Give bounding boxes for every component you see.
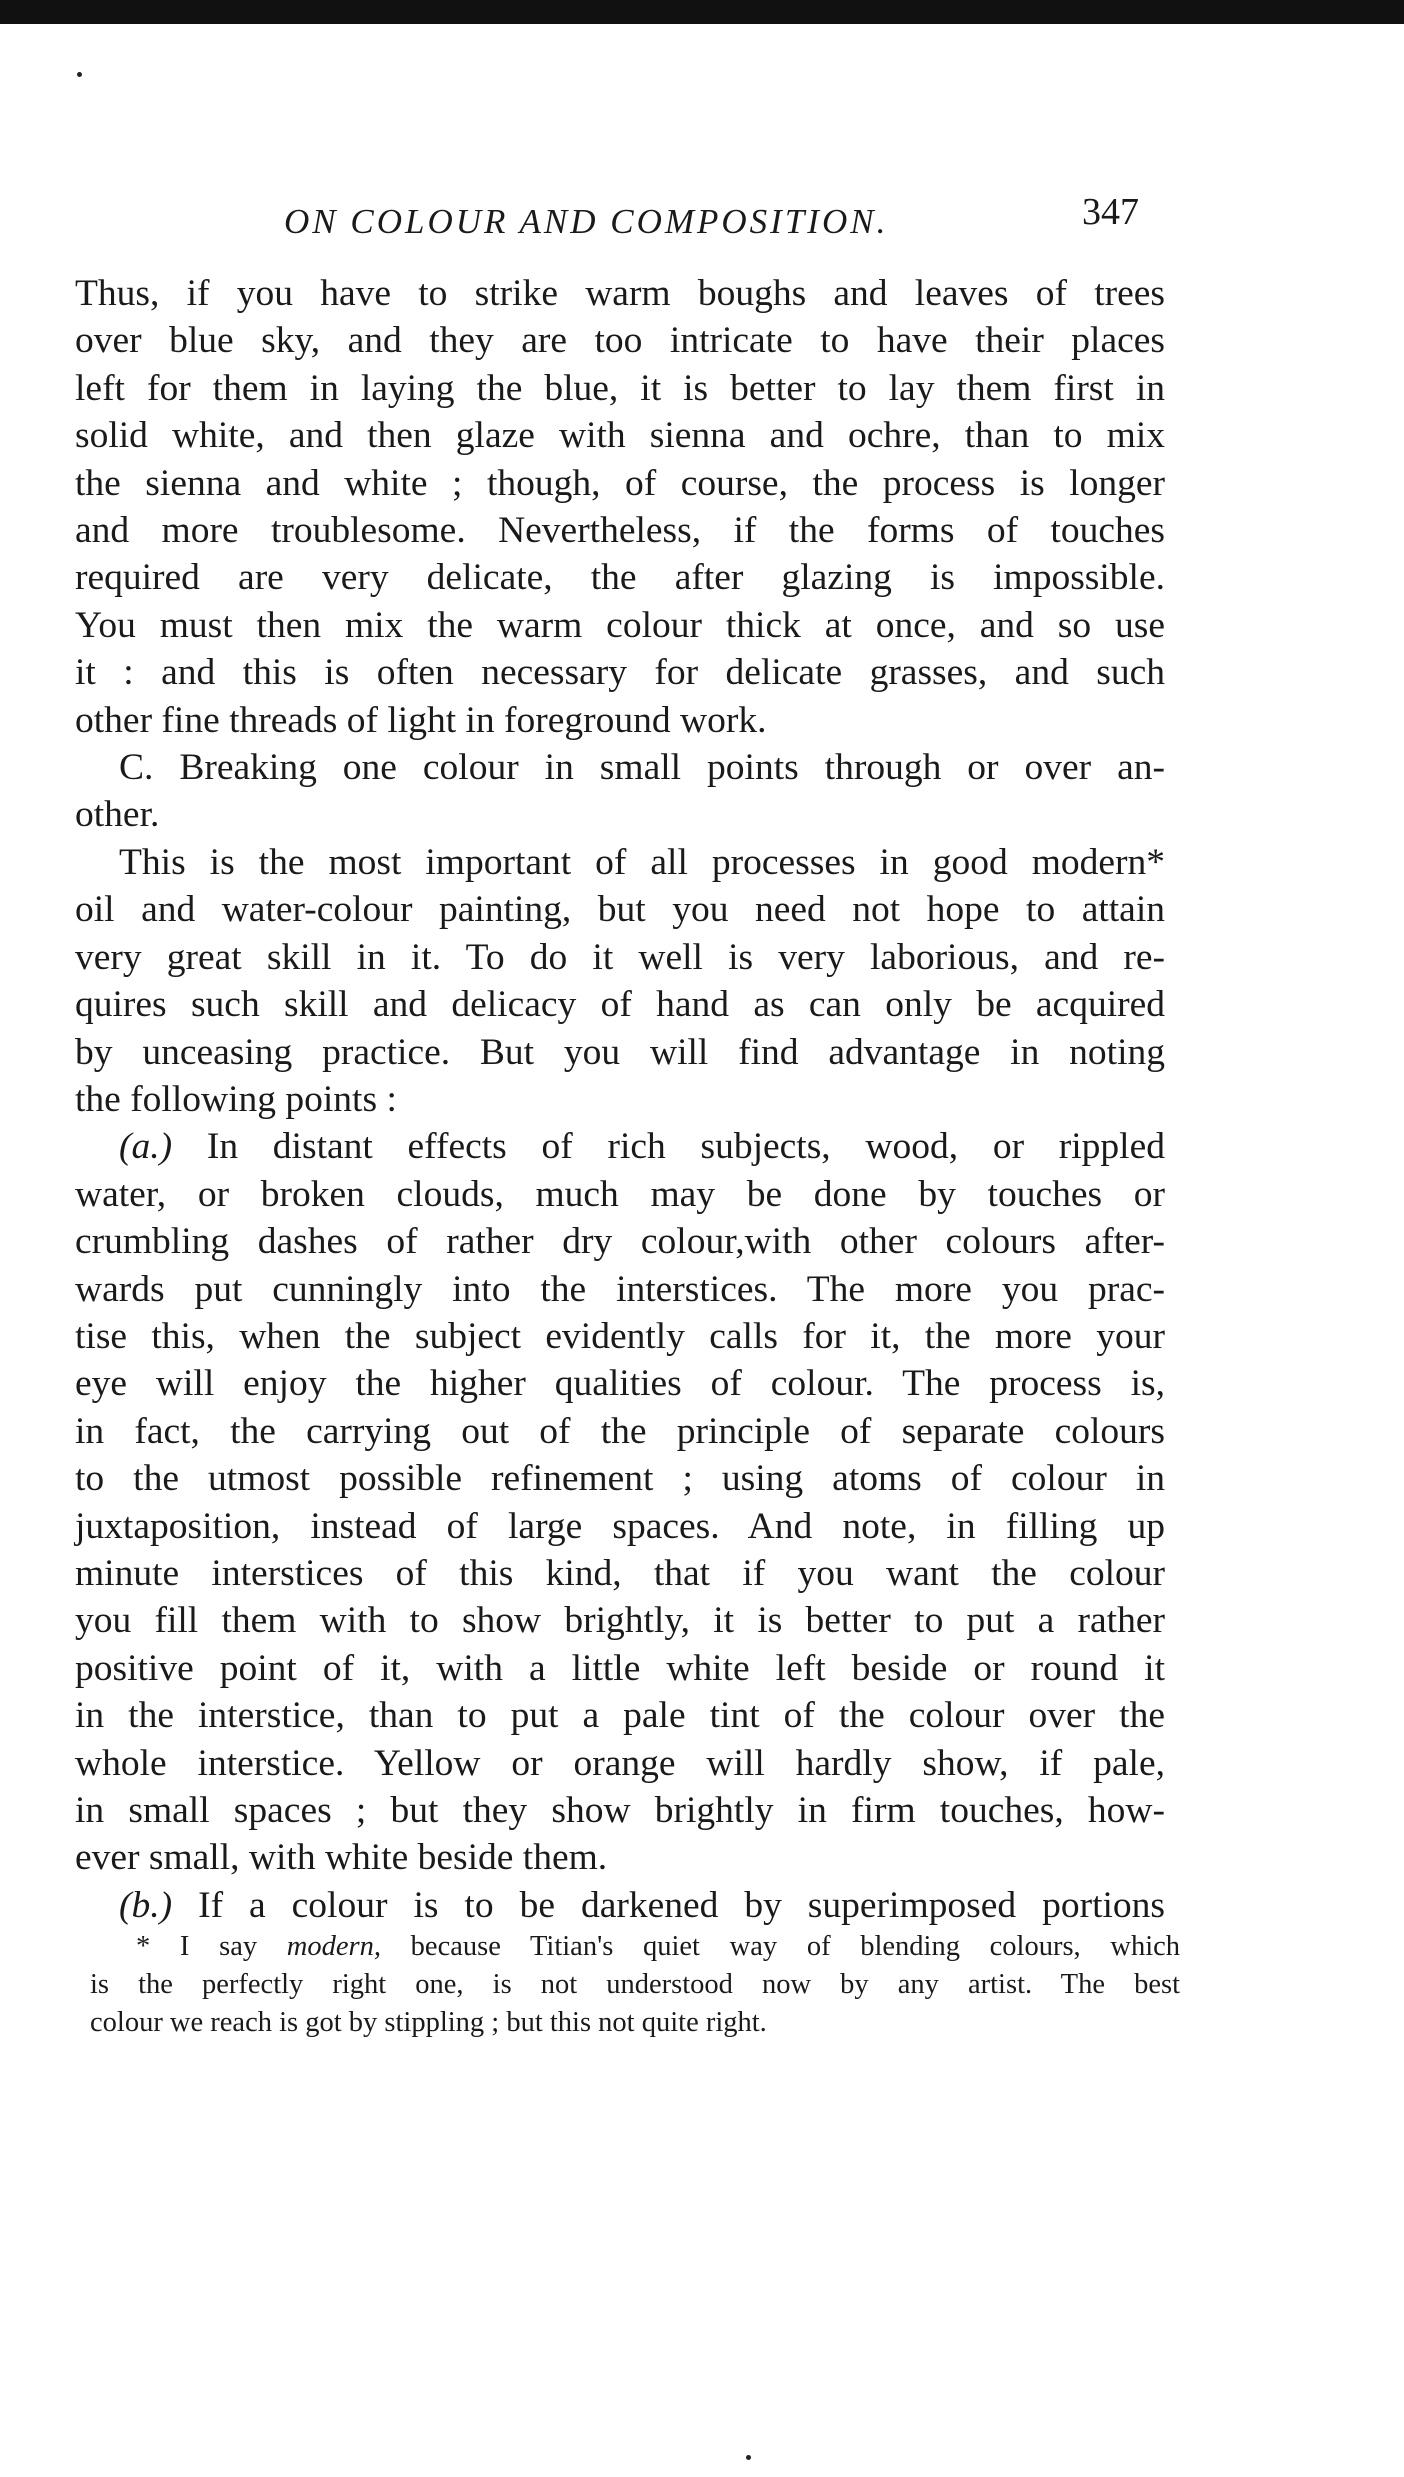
text-line: in small spaces ; but they show brightly in firm touches, how- [75,1790,1165,1831]
text-line: left for them in laying the blue, it is better to lay them first in [75,367,1165,409]
text-line: the following points : [75,1078,397,1120]
item-b-text: If a colour is to be darkened by superimposed portions [198,1884,1166,1926]
text-line: Thus, if you have to strike warm boughs and leaves of trees [75,273,1165,314]
text-line: positive point of it, with a little white left beside or round it [75,1647,1165,1689]
footnote [90,1928,1180,2042]
text-line: in the interstice, than to put a pale tint of the colour over the [75,1695,1165,1737]
text-line [75,1882,1165,1929]
text-line: minute interstices of this kind, that if you want the colour [75,1552,1165,1594]
text-line: water, or broken clouds, much may be done by touches or [75,1173,1165,1215]
text-line: ever small, with white beside them. [75,1837,608,1879]
text-line: whole interstice. Yellow or orange will hardly show, if pale, [75,1742,1165,1784]
text-line: juxtaposition, instead of large spaces. And note, in filling up [75,1505,1165,1547]
footnote-line1-rest: because Titian's quiet way of blending colours, which [410,1931,1181,1962]
text-line: the sienna and white ; though, of course, the process is longer [75,462,1165,504]
text-line: tise this, when the subject evidently calls for it, the more your [75,1315,1165,1357]
text-line: to the utmost possible refinement ; using atoms of colour in [75,1458,1165,1500]
text-line: wards put cunningly into the interstices. The more you prac- [75,1268,1165,1310]
text-line: solid white, and then glaze with sienna and ochre, than to mix [75,415,1165,457]
page-number: 347 [1082,191,1139,233]
page-header [0,190,1404,250]
text-line: and more troublesome. Nevertheless, if the forms of touches [75,510,1165,552]
footnote-marker: * I say [136,1931,258,1962]
text-line: over blue sky, and they are too intricate to have their places [75,320,1165,362]
text-line: crumbling dashes of rather dry colour,with other colours after- [75,1221,1165,1263]
text-line: quires such skill and delicacy of hand as can only be acquired [75,984,1165,1026]
text-line: You must then mix the warm colour thick at once, and so use [75,604,1165,646]
text-line: very great skill in it. To do it well is very laborious, and re- [75,936,1165,978]
footnote-emphasis: modern, [286,1931,381,1962]
text-line: eye will enjoy the higher qualities of colour. The process is, [75,1363,1165,1405]
footnote-line: is the perfectly right one, is not understood now by any artist. The best [90,1969,1180,2000]
text-line: This is the most important of all processes in good modern* [119,841,1165,883]
body-text [75,270,1165,1929]
item-label-a: (a.) [119,1126,173,1168]
speck-mark [746,2455,751,2460]
top-border-rule [0,0,1404,24]
speck-mark [77,72,82,77]
text-line: required are very delicate, the after glazing is impossible. [75,557,1165,599]
text-line: by unceasing practice. But you will find advantage in noting [75,1031,1165,1073]
text-line: it : and this is often necessary for delicate grasses, and such [75,652,1165,694]
footnote-line [90,1928,1180,1966]
text-line: other. [75,794,160,836]
text-line: other fine threads of light in foreground work. [75,699,767,741]
text-line: oil and water-colour painting, but you need not hope to attain [75,889,1165,931]
item-label-b: (b.) [119,1884,173,1926]
item-a-text: In distant effects of rich subjects, wood, or rippled [206,1126,1166,1168]
text-line: in fact, the carrying out of the principle of separate colours [75,1410,1165,1452]
running-head: ON COLOUR AND COMPOSITION. [284,202,889,241]
text-line [75,1123,1165,1170]
text-line: you fill them with to show brightly, it is better to put a rather [75,1600,1165,1642]
footnote-line: colour we reach is got by stippling ; but this not quite right. [90,2007,767,2038]
text-line: C. Breaking one colour in small points through or over an- [119,747,1165,789]
